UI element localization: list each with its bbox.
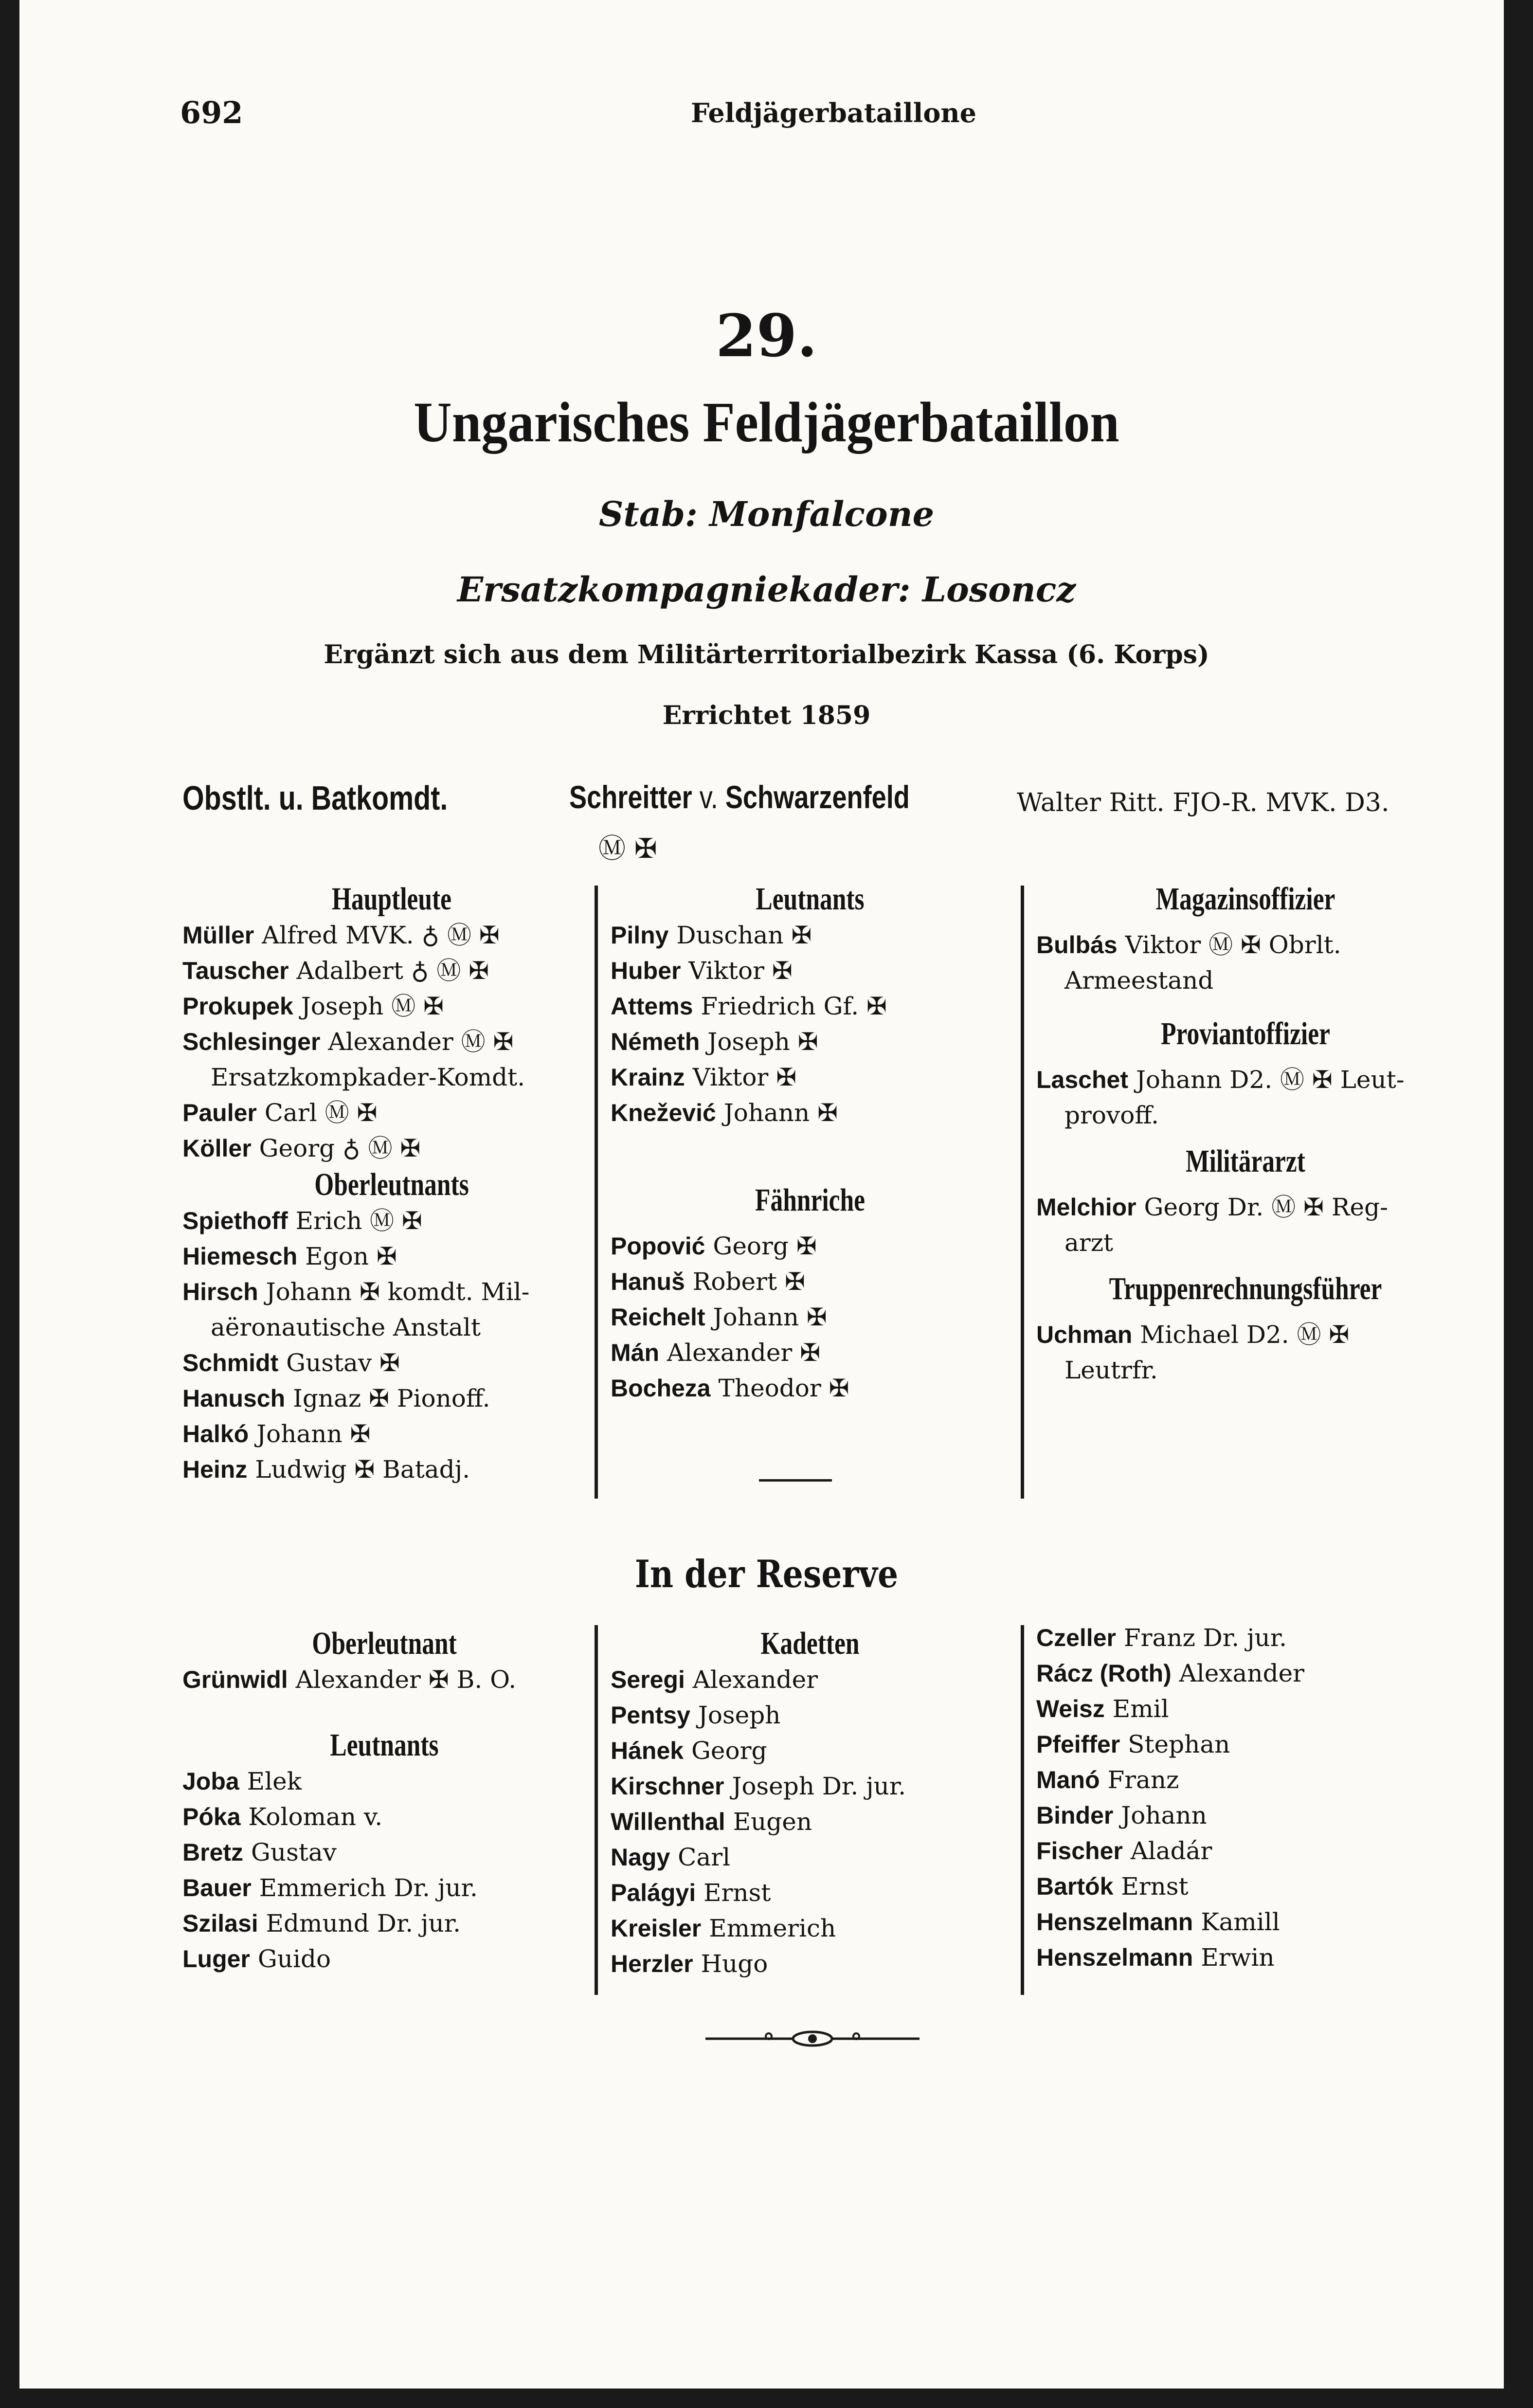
list-item: [1036, 1762, 1455, 1798]
stab-line: Stab: Monfalcone: [598, 494, 935, 534]
list-res-leutnants: [182, 1764, 586, 1977]
surname: Hiemesch: [182, 1243, 298, 1270]
entry-detail: Franz Dr. jur.: [1123, 1624, 1287, 1652]
heading-oberleutnants: Oberleutnants: [314, 1167, 469, 1202]
entry-detail: Ernst: [703, 1879, 771, 1907]
surname: Spiethoff: [182, 1207, 288, 1234]
entry-detail: Gustav: [251, 1838, 337, 1866]
commander-surname: Schreitter: [569, 779, 692, 815]
errichtet-line: Errichtet 1859: [662, 701, 871, 730]
entry-detail: Ernst: [1121, 1872, 1189, 1901]
reserve-column-3: [1036, 1620, 1455, 1975]
entry-detail: Alexander: [692, 1666, 818, 1694]
surname: Nagy: [611, 1844, 670, 1871]
surname: Henszelmann: [1036, 1944, 1193, 1971]
list-item: [1036, 927, 1455, 963]
entry-detail: Emmerich: [709, 1914, 836, 1942]
surname: Pauler: [182, 1099, 257, 1126]
list-item: [1036, 1798, 1455, 1833]
surname: Krainz: [611, 1064, 685, 1091]
list-item: [611, 1840, 1010, 1875]
entry-detail: Erich Ⓜ ✠: [295, 1207, 422, 1235]
list-item: [182, 1310, 601, 1345]
ersatz-line: Ersatzkompagniekader: Losoncz: [457, 569, 1076, 610]
list-item: [182, 1203, 601, 1239]
surname: Hanusch: [182, 1385, 286, 1412]
entry-detail: Erwin: [1201, 1943, 1275, 1972]
list-item: [1036, 1225, 1455, 1261]
entry-detail: Johann ✠ komdt. Mil-: [266, 1278, 530, 1306]
surname: Köller: [182, 1135, 252, 1162]
surname: Huber: [611, 957, 681, 984]
list-item: [1036, 1833, 1455, 1869]
ergaenzt-line: Ergänzt sich aus dem Militärterritorialbezirk Kassa (6. Korps): [324, 640, 1209, 670]
list-item: [1036, 1353, 1455, 1388]
list-item: [182, 1870, 586, 1906]
surname: Kirschner: [611, 1773, 724, 1800]
list-item: [182, 1095, 601, 1131]
commander-decorations: Ⓜ ✠: [598, 833, 657, 865]
column-divider: [595, 886, 598, 1499]
surname: Prokupek: [182, 993, 293, 1020]
list-item: [1036, 1098, 1455, 1133]
list-item: [182, 953, 601, 989]
entry-detail: Carl: [678, 1843, 731, 1871]
entry-detail: Emil: [1112, 1695, 1169, 1723]
surname: Henszelmann: [1036, 1908, 1193, 1936]
list-item: [1036, 1062, 1455, 1098]
list-item: [611, 1371, 1010, 1406]
list-item: [611, 918, 1010, 953]
list-prov: [1036, 1062, 1455, 1133]
surname: Kreisler: [611, 1915, 702, 1942]
list-item: [182, 989, 601, 1024]
list-item: [611, 1229, 1010, 1264]
list-item: [611, 1264, 1010, 1300]
entry-detail: Michael D2. Ⓜ ✠: [1140, 1321, 1350, 1349]
entry-detail: Joseph: [698, 1701, 781, 1729]
entry-detail: Georg ♁ Ⓜ ✠: [259, 1134, 421, 1162]
surname: Pilny: [611, 922, 669, 949]
entry-detail: Johann ✠: [723, 1099, 838, 1127]
entry-detail: arzt: [1064, 1229, 1114, 1257]
entry-detail: Robert ✠: [692, 1267, 805, 1296]
list-item: [611, 953, 1010, 989]
surname: Melchior: [1036, 1194, 1136, 1221]
heading-proviantoffizier: Proviantoffizier: [1161, 1016, 1330, 1051]
entry-detail: Alexander ✠ B. O.: [295, 1666, 517, 1694]
list-item: [611, 1769, 1010, 1804]
list-item: [182, 1345, 601, 1381]
column-divider: [595, 1625, 598, 1995]
entry-detail: Hugo: [701, 1950, 768, 1978]
surname: Hanuš: [611, 1268, 685, 1295]
entry-detail: Aladár: [1130, 1837, 1212, 1865]
surname: Manó: [1036, 1766, 1100, 1793]
list-item: [182, 1452, 601, 1487]
list-leutnants: [611, 918, 1010, 1131]
surname: Rácz (Roth): [1036, 1660, 1172, 1687]
list-item: [611, 1024, 1010, 1060]
surname: Németh: [611, 1028, 700, 1055]
list-res-c3: [1036, 1620, 1455, 1975]
surname: Mán: [611, 1339, 659, 1366]
entry-detail: Stephan: [1128, 1730, 1230, 1758]
heading-leutnants: Leutnants: [756, 881, 865, 917]
surname: Pfeiffer: [1036, 1731, 1120, 1758]
list-item: [182, 1131, 601, 1166]
list-kadetten: [611, 1662, 1010, 1982]
surname: Bulbás: [1036, 931, 1118, 959]
heading-res-leutnants: Leutnants: [330, 1727, 439, 1763]
commander-particle: v.: [699, 779, 718, 815]
entry-detail: Kamill: [1201, 1908, 1280, 1936]
list-item: [182, 918, 601, 953]
list-item: [182, 1274, 601, 1310]
list-item: [182, 1764, 586, 1799]
surname: Czeller: [1036, 1624, 1116, 1651]
list-item: [611, 1804, 1010, 1840]
list-item: [1036, 1904, 1455, 1940]
unit-number: 29.: [716, 302, 817, 370]
surname: Hirsch: [182, 1278, 258, 1305]
entry-detail: Alfred MVK. ♁ Ⓜ ✠: [262, 921, 500, 949]
list-item: [611, 1733, 1010, 1769]
list-item: [182, 1662, 586, 1698]
list-item: [611, 1698, 1010, 1733]
surname: Szilasi: [182, 1910, 258, 1937]
entry-detail: Friedrich Gf. ✠: [701, 992, 887, 1020]
commander-rank: Obstlt. u. Batkomdt.: [182, 779, 448, 817]
list-item: [182, 1024, 601, 1060]
entry-detail: Emmerich Dr. jur.: [259, 1874, 478, 1902]
entry-detail: Joseph Dr. jur.: [732, 1772, 906, 1800]
entry-detail: Eugen: [733, 1808, 812, 1836]
list-item: [182, 1835, 586, 1870]
list-item: [1036, 1317, 1455, 1353]
entry-detail: Armeestand: [1064, 966, 1214, 995]
surname: Popović: [611, 1232, 705, 1260]
entry-detail: Viktor ✠: [692, 1063, 797, 1091]
surname: Joba: [182, 1768, 239, 1795]
entry-detail: Johann: [1121, 1801, 1207, 1829]
entry-detail: Theodor ✠: [718, 1374, 849, 1402]
page-number: 692: [180, 95, 243, 130]
column-divider: [1021, 1625, 1024, 1995]
heading-res-oberleutnant: Oberleutnant: [312, 1626, 457, 1661]
surname: Bocheza: [611, 1375, 711, 1402]
entry-detail: aëronautische Anstalt: [211, 1313, 481, 1341]
entry-detail: Alexander Ⓜ ✠: [328, 1028, 514, 1056]
entry-detail: Viktor Ⓜ ✠ Obrlt.: [1125, 931, 1341, 959]
list-item: [611, 1095, 1010, 1131]
surname: Fischer: [1036, 1837, 1123, 1865]
list-res-oberleutnant: [182, 1662, 586, 1698]
surname: Uchman: [1036, 1321, 1133, 1348]
commander-surname2: Schwarzenfeld: [725, 779, 910, 815]
list-item: [182, 1060, 601, 1095]
list-item: [182, 1799, 586, 1835]
column-3: [1036, 881, 1455, 1388]
surname: Reichelt: [611, 1304, 705, 1331]
surname: Bauer: [182, 1874, 252, 1901]
entry-detail: Egon ✠: [305, 1242, 397, 1270]
entry-detail: Viktor ✠: [688, 957, 793, 985]
list-mag: [1036, 927, 1455, 998]
entry-detail: provoff.: [1064, 1101, 1159, 1129]
surname: Schlesinger: [182, 1028, 321, 1055]
list-item: [182, 1941, 586, 1977]
entry-detail: Koloman v.: [248, 1803, 383, 1831]
surname: Knežević: [611, 1099, 716, 1126]
surname: Laschet: [1036, 1066, 1128, 1093]
running-title: Feldjägerbataillone: [691, 97, 976, 128]
entry-detail: Leutrfr.: [1064, 1356, 1158, 1384]
entry-detail: Gustav ✠: [286, 1349, 400, 1377]
list-item: [611, 1335, 1010, 1371]
list-item: [182, 1239, 601, 1274]
entry-detail: Johann ✠: [256, 1420, 371, 1448]
entry-detail: Ignaz ✠ Pionoff.: [293, 1384, 490, 1412]
heading-hauptleute: Hauptleute: [332, 881, 451, 917]
list-item: [611, 989, 1010, 1024]
reserve-column-1: [182, 1625, 586, 1977]
surname: Hánek: [611, 1737, 684, 1764]
surname: Attems: [611, 993, 693, 1020]
heading-militaerarzt: Militärarzt: [1186, 1143, 1305, 1179]
heading-magazinsoffizier: Magazinsoffizier: [1155, 881, 1335, 917]
list-trf: [1036, 1317, 1455, 1388]
surname: Luger: [182, 1945, 250, 1973]
entry-detail: Elek: [247, 1767, 302, 1795]
surname: Grünwidl: [182, 1666, 288, 1693]
reserve-column-2: [611, 1625, 1010, 1982]
list-item: [182, 1416, 601, 1452]
list-item: [1036, 1190, 1455, 1225]
list-hauptleute: [182, 918, 601, 1166]
list-faehnriche: [611, 1229, 1010, 1406]
list-item: [611, 1875, 1010, 1911]
entry-detail: Franz: [1107, 1766, 1179, 1794]
list-item: [1036, 1691, 1455, 1727]
reserve-title: In der Reserve: [634, 1552, 899, 1596]
heading-faehnriche: Fähnriche: [755, 1182, 865, 1218]
entry-detail: Guido: [257, 1945, 331, 1973]
commander-name: [569, 779, 910, 815]
entry-detail: Joseph ✠: [707, 1028, 818, 1056]
surname: Binder: [1036, 1802, 1114, 1829]
list-item: [182, 1381, 601, 1416]
commander-details: Walter Ritt. FJO-R. MVK. D3.: [1017, 788, 1389, 817]
entry-detail: Ersatzkompkader-Komdt.: [211, 1063, 525, 1091]
surname: Willenthal: [611, 1808, 725, 1835]
list-item: [1036, 1727, 1455, 1762]
surname: Póka: [182, 1803, 241, 1830]
list-oberleutnants: [182, 1203, 601, 1487]
list-item: [1036, 1656, 1455, 1691]
column-1: [182, 881, 601, 1487]
surname: Halkó: [182, 1420, 249, 1448]
surname: Weisz: [1036, 1695, 1105, 1722]
surname: Heinz: [182, 1456, 248, 1483]
list-item: [1036, 1869, 1455, 1904]
short-rule: [759, 1479, 832, 1482]
surname: Palágyi: [611, 1879, 696, 1906]
surname: Müller: [182, 922, 254, 949]
list-item: [1036, 1620, 1455, 1656]
heading-truppenrechnungsfuehrer: Truppenrechnungsführer: [1109, 1271, 1382, 1306]
unit-title: Ungarisches Feldjägerbataillon: [414, 390, 1119, 454]
entry-detail: Edmund Dr. jur.: [266, 1909, 461, 1937]
entry-detail: Joseph Ⓜ ✠: [301, 992, 444, 1020]
surname: Herzler: [611, 1950, 693, 1977]
list-item: [1036, 963, 1455, 998]
list-arzt: [1036, 1190, 1455, 1261]
list-item: [611, 1300, 1010, 1335]
entry-detail: Adalbert ♁ Ⓜ ✠: [296, 957, 489, 985]
entry-detail: Johann D2. Ⓜ ✠ Leut-: [1136, 1066, 1405, 1094]
entry-detail: Alexander ✠: [667, 1339, 821, 1367]
column-2: [611, 881, 1010, 1406]
list-item: [182, 1906, 586, 1941]
list-item: [1036, 1940, 1455, 1975]
entry-detail: Alexander: [1179, 1659, 1305, 1687]
entry-detail: Ludwig ✠ Batadj.: [255, 1455, 470, 1484]
entry-detail: Georg ✠: [713, 1232, 817, 1260]
entry-detail: Duschan ✠: [676, 921, 812, 949]
surname: Seregi: [611, 1666, 685, 1693]
surname: Bartók: [1036, 1873, 1114, 1900]
surname: Pentsy: [611, 1702, 690, 1729]
list-item: [611, 1911, 1010, 1946]
entry-detail: Georg: [691, 1737, 767, 1765]
entry-detail: Carl Ⓜ ✠: [264, 1099, 378, 1127]
list-item: [611, 1946, 1010, 1982]
surname: Bretz: [182, 1839, 244, 1866]
list-item: [611, 1060, 1010, 1095]
column-divider: [1021, 886, 1024, 1499]
entry-detail: Georg Dr. Ⓜ ✠ Reg-: [1144, 1193, 1389, 1221]
heading-kadetten: Kadetten: [760, 1626, 860, 1661]
list-item: [611, 1662, 1010, 1698]
entry-detail: Johann ✠: [713, 1303, 827, 1331]
surname: Schmidt: [182, 1349, 279, 1376]
surname: Tauscher: [182, 957, 289, 984]
ornament-divider: [705, 2027, 920, 2051]
